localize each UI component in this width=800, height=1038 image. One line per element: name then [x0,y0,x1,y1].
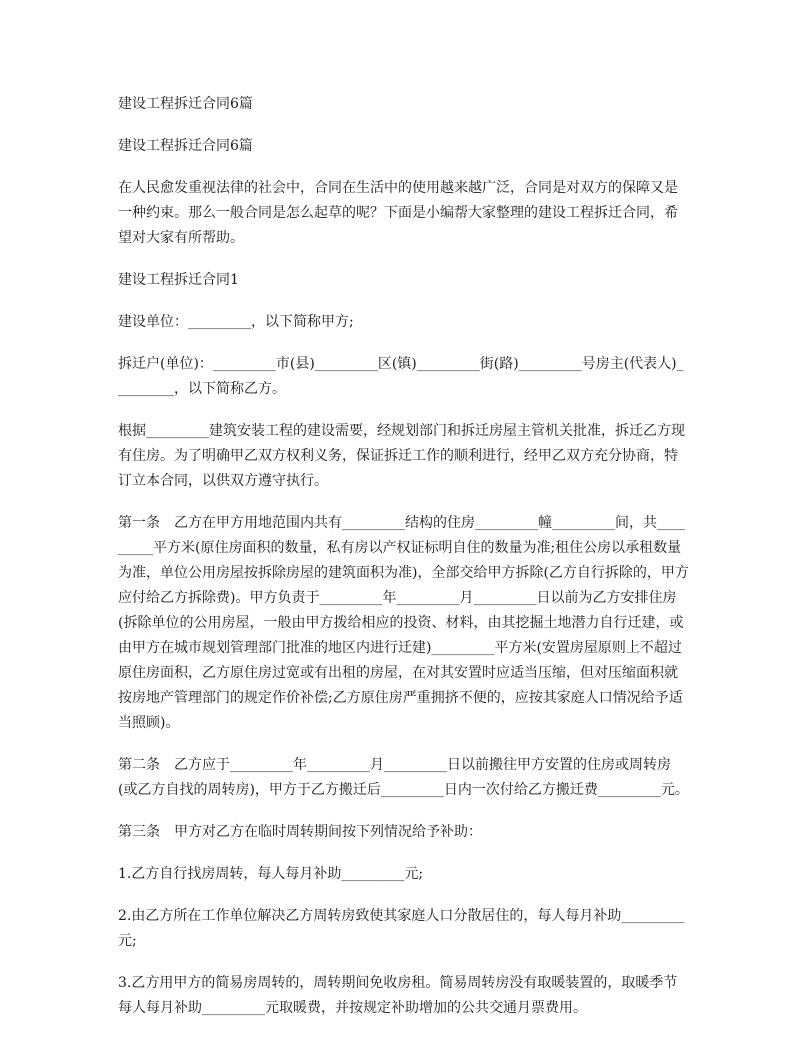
article-1: 第一条 乙方在甲方用地范围内共有_________结构的住房_________幢_________间，共_________平方米(原住房面积的数量，私有房以产权证标明自住的数量为准;租住公房以承租数量为准，单位公用房屋按拆除房屋的建筑面积为准)，全部交给甲方拆除(乙方自行拆除的，甲方应付给乙方拆除费)。甲方负责于_________年_________月_________日以前为乙方安排住房(拆除单位的公用房屋，一般由甲方拨给相应的投资、材料，由其挖掘土地潜力自行迁建，或由甲方在城市规划管理部门批准的地区内进行迁建)_________平方米(安置房屋原则上不超过原住房面积，乙方原住房过宽或有出租的房屋，在对其安置时应适当压缩，但对压缩面积就按房地产管理部门的规定作价补偿;乙方原住房严重拥挤不便的，应按其家庭人口情况给予适当照顾)。 [118,515,689,731]
contract-heading: 建设工程拆迁合同1 [118,272,239,288]
document-title: 建设工程拆迁合同6篇 [118,96,253,112]
article-2: 第二条 乙方应于_________年_________月_________日以前搬往甲方安置的住房或周转房(或乙方自找的周转房)，甲方于乙方搬迁后_________日内一次付给乙方搬迁费_________元。 [118,757,689,798]
document-page [118,92,690,1038]
party-b-line: 拆迁户(单位)：_________市(县)_________区(镇)_________街(路)_________号房主(代表人)_________，以下简称乙方。 [118,356,684,397]
article-3-item-3: 3.乙方用甲方的简易房周转的，周转期间免收房租。简易周转房没有取暖装置的，取暖季节每人每月补助_________元取暖费，并按规定补助增加的公共交通月票费用。 [118,975,678,1016]
party-a-line: 建设单位：_________，以下简称甲方; [118,314,354,330]
article-3-item-1: 1.乙方自行找房周转，每人每月补助_________元; [118,866,424,882]
document-subtitle: 建设工程拆迁合同6篇 [118,138,253,154]
article-3-item-2: 2.由乙方所在工作单位解决乙方周转房致使其家庭人口分散居住的，每人每月补助_________元; [118,908,685,949]
article-3: 第三条 甲方对乙方在临时周转期间按下列情况给予补助： [118,824,482,840]
intro-paragraph: 在人民愈发重视法律的社会中，合同在生活中的使用越来越广泛，合同是对双方的保障又是一种约束。那么一般合同是怎么起草的呢？下面是小编帮大家整理的建设工程拆迁合同，希望对大家有所帮助。 [118,180,678,246]
basis-paragraph: 根据_________建筑安装工程的建设需要，经规划部门和拆迁房屋主管机关批准，拆迁乙方现有住房。为了明确甲乙双方权利义务，保证拆迁工作的顺利进行，经甲乙双方充分协商，特订立本合同，以供双方遵守执行。 [118,423,685,489]
